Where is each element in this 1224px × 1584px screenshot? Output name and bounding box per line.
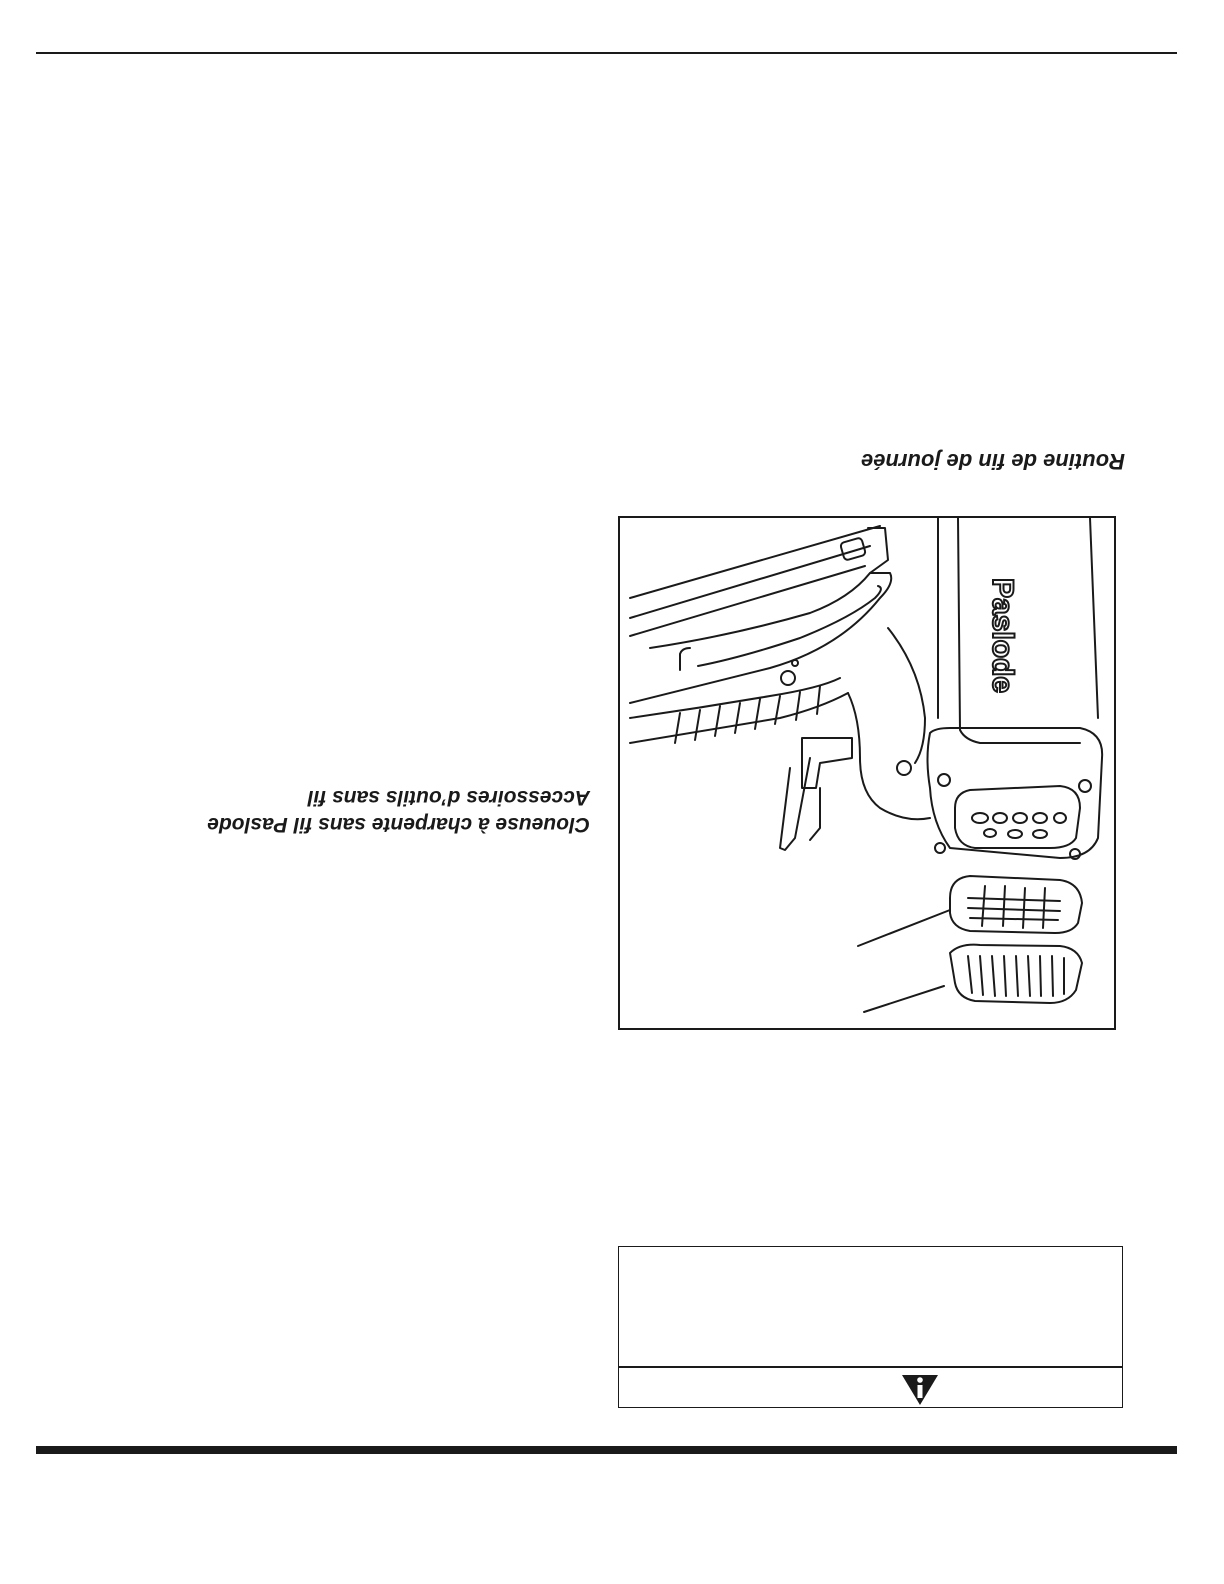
product-title [90,782,590,838]
brand-logo-text: Paslode [986,578,1019,694]
nailer-illustration [620,518,1114,1028]
bottom-rule [36,1446,1177,1454]
product-title-line-1: Cloueuse à charpente sans fil Paslode [207,813,590,836]
top-rule [36,52,1177,54]
info-warning-icon [900,1373,940,1407]
info-notice-box [618,1246,1123,1408]
section-heading: Routine de fin de journée [860,449,1125,474]
tool-illustration-figure [618,516,1116,1030]
product-title-line-2: Accessoires d’outils sans fil [307,786,590,809]
info-box-divider [619,1366,1122,1368]
paslode-logo [986,578,1019,693]
